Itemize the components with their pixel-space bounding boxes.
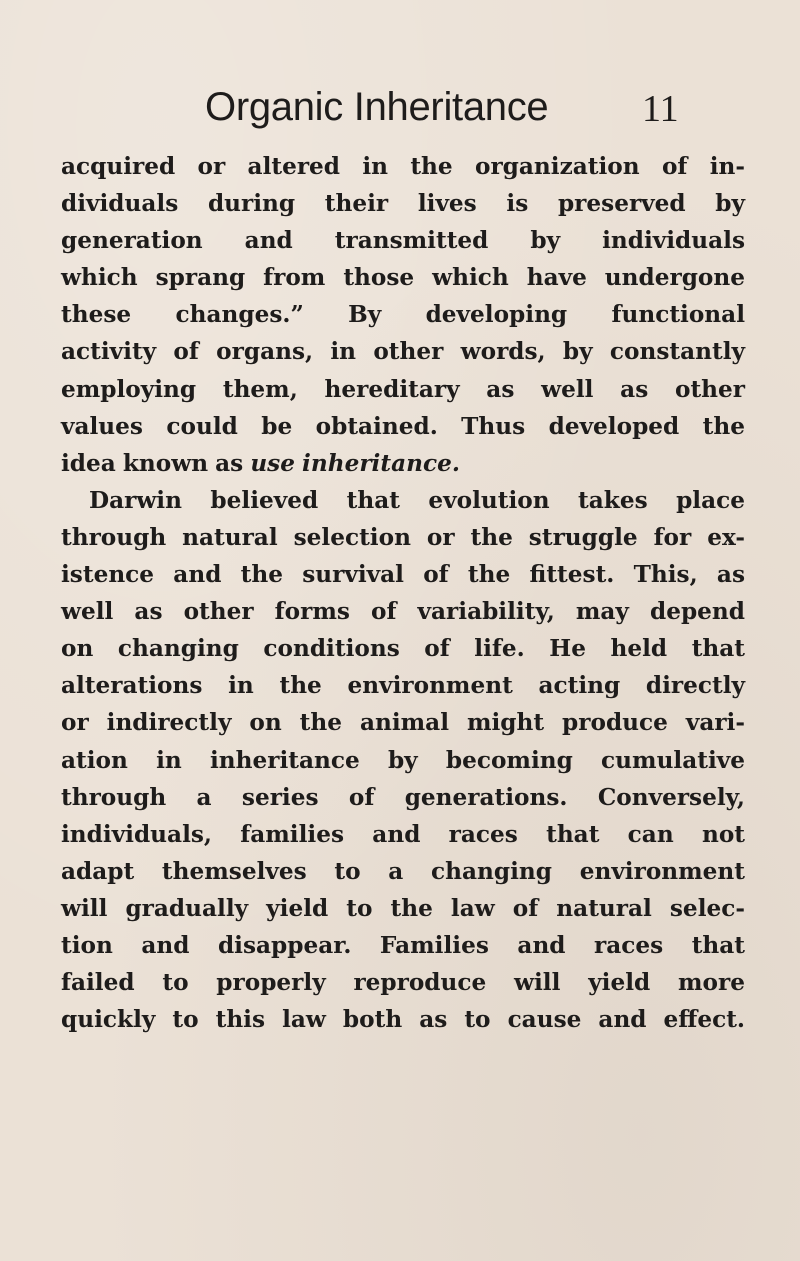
page-header bbox=[0, 82, 800, 138]
text-line-prefix: idea known as bbox=[61, 449, 251, 477]
body-text bbox=[61, 148, 745, 1038]
text-line: acquired or altered in the organization of in- bbox=[61, 153, 745, 180]
text-line: well as other forms of variability, may depend bbox=[61, 598, 745, 626]
text-line: ation in inheritance by becoming cumulative bbox=[61, 746, 745, 774]
text-line: these changes.” By developing functional bbox=[61, 301, 745, 329]
text-line: individuals, families and races that can not bbox=[61, 820, 745, 848]
text-line: through natural selection or the struggle for ex- bbox=[61, 523, 745, 551]
text-line: istence and the survival of the fittest. This, as bbox=[61, 561, 745, 589]
text-line: activity of organs, in other words, by constantly bbox=[61, 338, 745, 366]
page-number: 11 bbox=[642, 88, 679, 130]
paragraph-2 bbox=[61, 482, 745, 1038]
text-line: alterations in the environment acting directly bbox=[61, 672, 745, 700]
text-line: values could be obtained. Thus developed the bbox=[61, 412, 745, 440]
paragraph-1 bbox=[61, 148, 745, 482]
text-line: Darwin believed that evolution takes place bbox=[89, 486, 745, 514]
text-line: generation and transmitted by individuals bbox=[61, 227, 745, 255]
text-line: on changing conditions of life. He held that bbox=[61, 635, 745, 663]
text-line: dividuals during their lives is preserved by bbox=[61, 190, 745, 218]
text-line: adapt themselves to a changing environment bbox=[61, 857, 745, 885]
text-line: tion and disappear. Families and races that bbox=[61, 931, 745, 959]
text-line: which sprang from those which have undergone bbox=[61, 264, 745, 292]
text-line: employing them, hereditary as well as other bbox=[61, 375, 745, 403]
text-line: or indirectly on the animal might produce vari- bbox=[61, 709, 745, 737]
text-line: through a series of generations. Conversely, bbox=[61, 783, 745, 811]
running-title: Organic Inheritance bbox=[205, 85, 549, 129]
text-line: failed to properly reproduce will yield more bbox=[61, 969, 745, 997]
text-line: quickly to this law both as to cause and effect. bbox=[61, 1006, 745, 1034]
text-line: will gradually yield to the law of natural selec- bbox=[61, 894, 745, 922]
emphasized-term: use inheritance. bbox=[250, 449, 460, 477]
text-line bbox=[61, 445, 745, 482]
